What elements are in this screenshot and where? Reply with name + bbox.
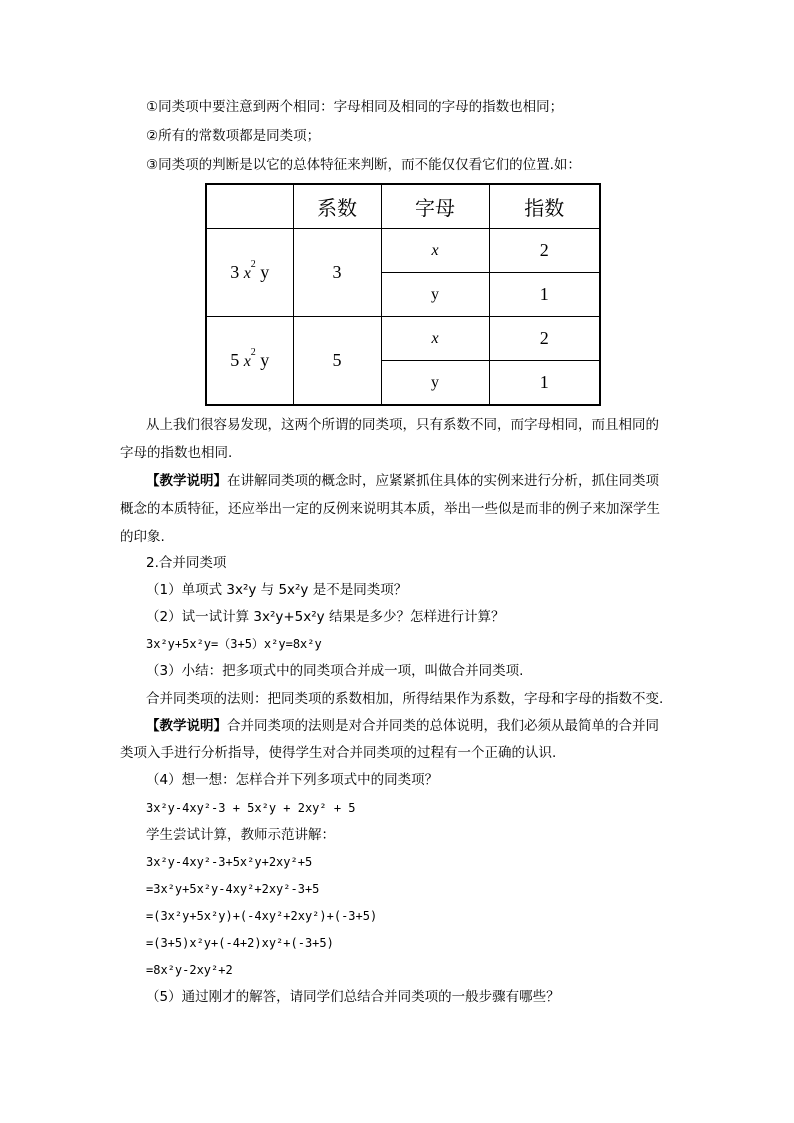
like-terms-table <box>205 183 601 406</box>
teaching-note-1-line-3: 的印象. <box>120 529 165 545</box>
polynomial-expression: 3x²y-4xy²-3 + 5x²y + 2xy² + 5 <box>146 801 356 815</box>
intro-point-3: ③同类项的判断是以它的总体特征来判断，而不能仅仅看它们的位置.如： <box>146 157 581 173</box>
calculation: 3x²y+5x²y=（3+5）x²y=8x²y <box>146 637 322 651</box>
merge-rule: 合并同类项的法则：把同类项的系数相加，所得结果作为系数，字母和字母的指数不变. <box>146 691 664 707</box>
table-exponent-cell: 1 <box>489 361 600 406</box>
question-2: （2）试一试计算 3x²y+5x²y 结果是多少？怎样进行计算？ <box>146 609 505 625</box>
table-coefficient-cell: 5 <box>293 317 381 406</box>
table-letter-cell: x <box>381 317 489 361</box>
table-header-letters: 字母 <box>381 184 489 229</box>
question-5: （5）通过刚才的解答，请同学们总结合并同类项的一般步骤有哪些？ <box>146 989 560 1005</box>
solution-step: =(3x²y+5x²y)+(-4xy²+2xy²)+(-3+5) <box>146 909 378 923</box>
intro-point-2: ②所有的常数项都是同类项； <box>146 128 321 144</box>
table-header-cell <box>206 184 293 229</box>
table-header-row <box>206 184 600 229</box>
table-letter-cell: x <box>381 229 489 273</box>
table-header-coefficient: 系数 <box>293 184 381 229</box>
table-term-cell: 5 $x^2$ y <box>206 317 293 406</box>
solution-step: 3x²y-4xy²-3+5x²y+2xy²+5 <box>146 855 313 869</box>
question-4: （4）想一想：怎样合并下列多项式中的同类项？ <box>146 772 439 788</box>
table-row <box>206 229 600 273</box>
intro-point-1: ①同类项中要注意到两个相同：字母相同及相同的字母的指数也相同； <box>146 99 564 115</box>
solution-step: =(3+5)x²y+(-4+2)xy²+(-3+5) <box>146 936 334 950</box>
conclusion-line-2: 字母的指数也相同. <box>120 445 233 461</box>
question-1: （1）单项式 3x²y 与 5x²y 是不是同类项？ <box>146 582 408 598</box>
table-coefficient-cell: 3 <box>293 229 381 317</box>
table-header-exponent: 指数 <box>489 184 600 229</box>
section-2-title: 2.合并同类项 <box>146 555 227 571</box>
teaching-note-2-line-2: 类项入手进行分析指导，使得学生对合并同类项的过程有一个正确的认识. <box>120 745 557 761</box>
table-exponent-cell: 2 <box>489 317 600 361</box>
solution-step: =8x²y-2xy²+2 <box>146 963 233 977</box>
table-row <box>206 317 600 361</box>
teaching-note-label: 【教学说明】 <box>146 473 227 489</box>
teaching-note-1-line-2: 概念的本质特征，还应举出一定的反例来说明其本质，举出一些似是而非的例子来加深学生 <box>120 501 660 517</box>
teaching-note-label: 【教学说明】 <box>146 718 227 734</box>
conclusion-line-1: 从上我们很容易发现，这两个所谓的同类项，只有系数不同，而字母相同，而且相同的 <box>146 417 659 433</box>
table-letter-cell: y <box>381 273 489 317</box>
table-term-cell: 3 $x^2$ y <box>206 229 293 317</box>
teaching-note-1: 【教学说明】在讲解同类项的概念时，应紧紧抓住具体的实例来进行分析，抓住同类项 <box>146 473 659 489</box>
question-3-summary: （3）小结：把多项式中的同类项合并成一项，叫做合并同类项. <box>146 663 524 679</box>
table-exponent-cell: 2 <box>489 229 600 273</box>
teaching-note-2: 【教学说明】合并同类项的法则是对合并同类的总体说明，我们必须从最简单的合并同 <box>146 718 659 734</box>
table-letter-cell: y <box>381 361 489 406</box>
solution-step: =3x²y+5x²y-4xy²+2xy²-3+5 <box>146 882 320 896</box>
demo-intro: 学生尝试计算，教师示范讲解： <box>146 827 335 843</box>
table-exponent-cell: 1 <box>489 273 600 317</box>
